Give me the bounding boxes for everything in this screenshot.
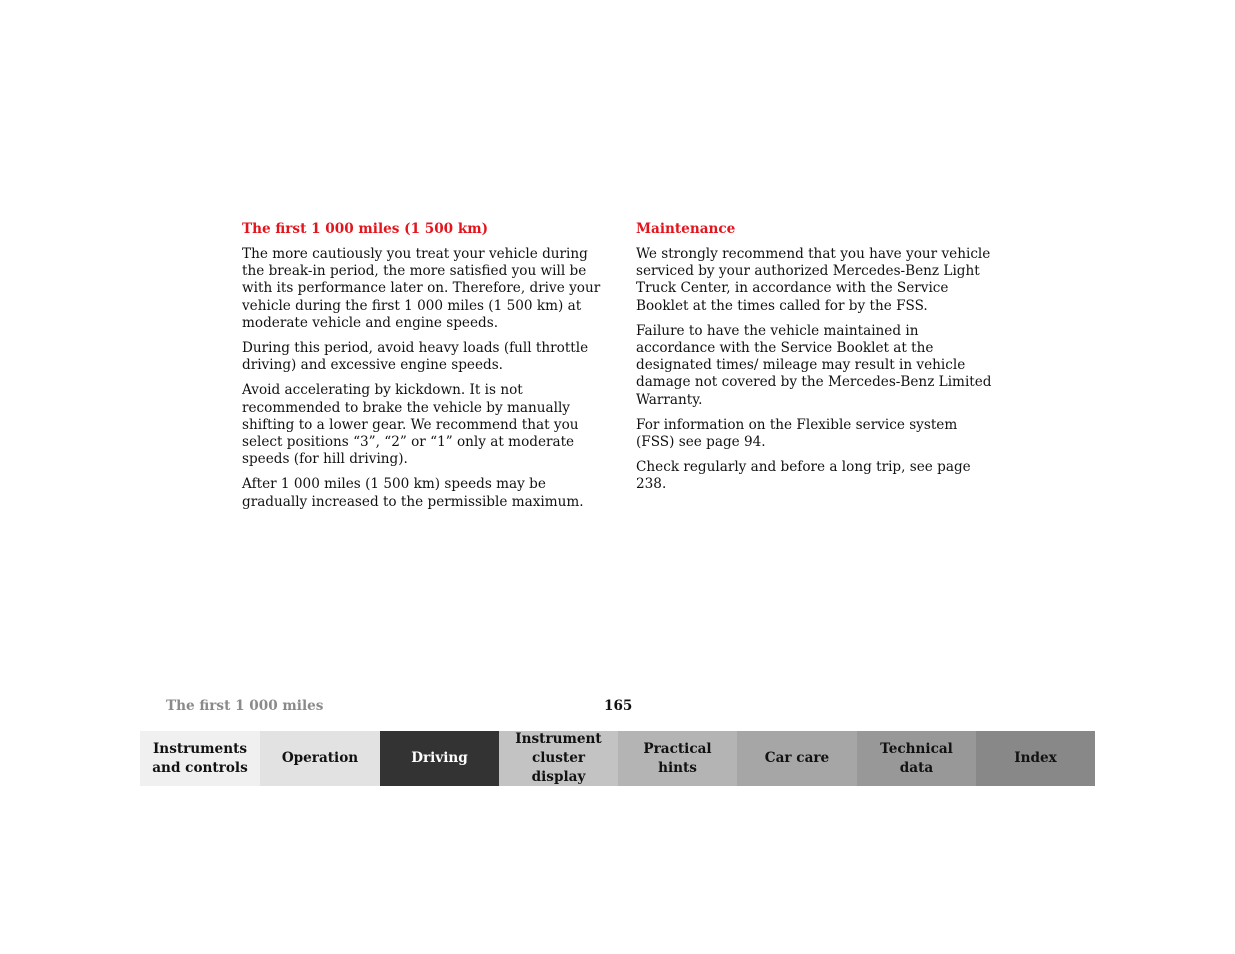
running-head: The first 1 000 miles: [166, 698, 324, 714]
tab-index[interactable]: [976, 731, 1095, 786]
section-heading-first-1000-miles: The first 1 000 miles (1 500 km): [242, 221, 489, 237]
paragraph: During this period, avoid heavy loads (full throttle driving) and excessive engine speeds.: [242, 340, 589, 374]
paragraph: The more cautiously you treat your vehicle during the break-in period, the more satisfied you will be with its performance later on. Therefore, drive your vehicle during the first 1 000 miles (1 500 km) at moderate vehicle and engine speeds.: [242, 246, 601, 331]
paragraph: We strongly recommend that you have your vehicle serviced by your authorized Mercedes-Benz Light Truck Center, in accordance with the Service Booklet at the times called for by the FSS.: [636, 246, 991, 314]
paragraph: After 1 000 miles (1 500 km) speeds may be gradually increased to the permissible maximum.: [242, 476, 584, 510]
tab-label: Operation: [281, 750, 359, 766]
paragraph: For information on the Flexible service system (FSS) see page 94.: [636, 416, 958, 451]
tab-label: Car care: [764, 750, 830, 766]
section-heading-maintenance: Maintenance: [636, 221, 736, 237]
paragraph: Check regularly and before a long trip, see page 238.: [636, 459, 971, 493]
tab-driving[interactable]: [380, 731, 499, 786]
right-column: [636, 221, 996, 502]
tab-instruments-and-controls[interactable]: [140, 731, 260, 786]
chapter-nav-bar: [140, 731, 1095, 786]
tab-label: Driving: [411, 750, 468, 766]
tab-instrument-cluster-display[interactable]: [499, 731, 618, 786]
page-number: 165: [604, 698, 633, 714]
tab-practical-hints[interactable]: [618, 731, 737, 786]
tab-label: Instruments and controls: [152, 740, 248, 776]
tab-label: Technical data: [880, 740, 953, 776]
left-column: [242, 221, 604, 519]
tab-operation[interactable]: [260, 731, 380, 786]
paragraph: Avoid accelerating by kickdown. It is not recommended to brake the vehicle by manually shifting to a lower gear. We recommend that you select positions “3”, “2” or “1” only at moderate speeds (for hill driving).: [242, 382, 579, 468]
tab-label: Practical hints: [643, 740, 712, 776]
paragraph: Failure to have the vehicle maintained in accordance with the Service Booklet at the designated times/ mileage may result in vehicle damage not covered by the Mercedes-Benz Limited Warranty.: [636, 322, 992, 408]
tab-label: Index: [1014, 750, 1057, 766]
tab-label: Instrument cluster display: [515, 731, 602, 785]
tab-car-care[interactable]: [737, 731, 857, 786]
tab-technical-data[interactable]: [857, 731, 976, 786]
